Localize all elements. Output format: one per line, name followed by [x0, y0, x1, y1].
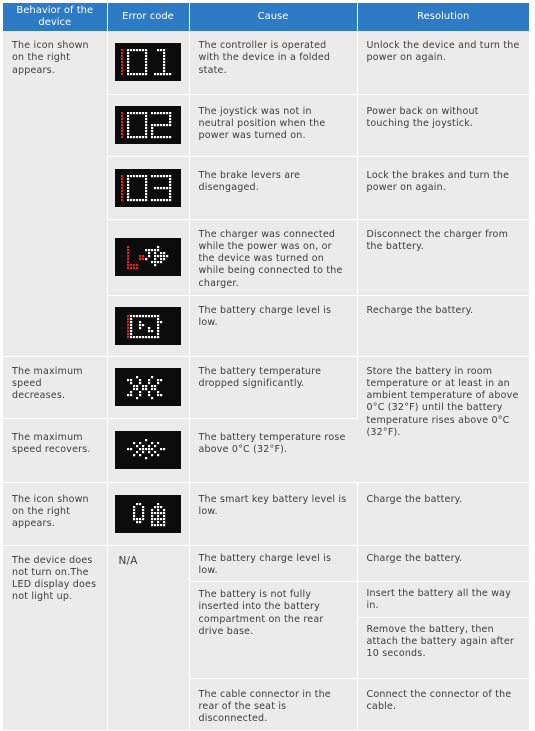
resolution-cell: Unlock the device and turn the power on again.	[357, 31, 529, 94]
resolution-cell: Recharge the battery.	[357, 295, 529, 356]
header-behavior: Behavior of the device	[3, 3, 107, 31]
table-row	[3, 482, 529, 545]
cause-cell: The battery is not fully inserted into the battery compartment on the rear drive base.	[189, 582, 357, 679]
behavior-cell: The device does not turn on.The LED display does not light up.	[3, 545, 107, 730]
header-resolution: Resolution	[357, 3, 529, 31]
resolution-cell: Store the battery in room temperature or at least in an ambient temperature of above 0°C (32°F) until the battery temperature rises above 0°C (32°F).	[357, 356, 529, 482]
cause-cell: The cable connector in the rear of the seat is disconnected.	[189, 678, 357, 730]
led-display-battery	[115, 307, 181, 345]
cause-cell: The battery temperature dropped significantly.	[189, 356, 357, 418]
error-code-cell	[107, 31, 189, 94]
table-row	[3, 356, 529, 418]
cause-cell: The battery charge level is low.	[189, 545, 357, 582]
led-display-01	[115, 43, 181, 81]
led-display-cold	[115, 368, 181, 406]
snowflake-icon	[115, 368, 181, 406]
error-code-cell	[107, 156, 189, 219]
cause-cell: The controller is operated with the device in a folded state.	[189, 31, 357, 94]
cause-cell: The battery temperature rose above 0°C (32°F).	[189, 418, 357, 482]
led-display-warm	[115, 431, 181, 469]
resolution-cell: Charge the battery.	[357, 482, 529, 545]
resolution-cell: Disconnect the charger from the battery.	[357, 219, 529, 295]
table-row	[3, 545, 529, 582]
battery-low-icon	[115, 307, 181, 345]
header-error-code: Error code	[107, 3, 189, 31]
error-code-cell	[107, 219, 189, 295]
resolution-cell: Charge the battery.	[357, 545, 529, 582]
error-code-table	[3, 3, 529, 731]
charger-connected-icon	[115, 238, 181, 276]
error-code-cell	[107, 418, 189, 482]
cause-cell: The smart key battery level is low.	[189, 482, 357, 545]
resolution-cell: Lock the brakes and turn the power on again.	[357, 156, 529, 219]
resolution-cell: Power back on without touching the joystick.	[357, 94, 529, 156]
led-display-03	[115, 169, 181, 207]
led-display-02	[115, 106, 181, 144]
behavior-cell: The icon shown on the right appears.	[3, 482, 107, 545]
led-display-smart-key	[115, 495, 181, 533]
cause-cell: The charger was connected while the power was on, or the device was turned on while being connected to the charger.	[189, 219, 357, 295]
smart-key-battery-icon	[115, 495, 181, 533]
sun-icon	[115, 431, 181, 469]
behavior-cell: The icon shown on the right appears.	[3, 31, 107, 356]
error-code-cell	[107, 482, 189, 545]
error-code-na: N/A	[107, 545, 189, 730]
error-code-cell	[107, 295, 189, 356]
resolution-cell: Remove the battery, then attach the battery again after 10 seconds.	[357, 617, 529, 678]
table-header-row	[3, 3, 529, 31]
cause-cell: The brake levers are disengaged.	[189, 156, 357, 219]
behavior-cell: The maximum speed recovers.	[3, 418, 107, 482]
resolution-cell: Insert the battery all the way in.	[357, 582, 529, 618]
led-display-charger	[115, 238, 181, 276]
error-code-cell	[107, 356, 189, 418]
header-cause: Cause	[189, 3, 357, 31]
table-row	[3, 31, 529, 94]
error-code-cell	[107, 94, 189, 156]
cause-cell: The battery charge level is low.	[189, 295, 357, 356]
cause-cell: The joystick was not in neutral position when the power was turned on.	[189, 94, 357, 156]
behavior-cell: The maximum speed decreases.	[3, 356, 107, 418]
resolution-cell: Connect the connector of the cable.	[357, 678, 529, 730]
